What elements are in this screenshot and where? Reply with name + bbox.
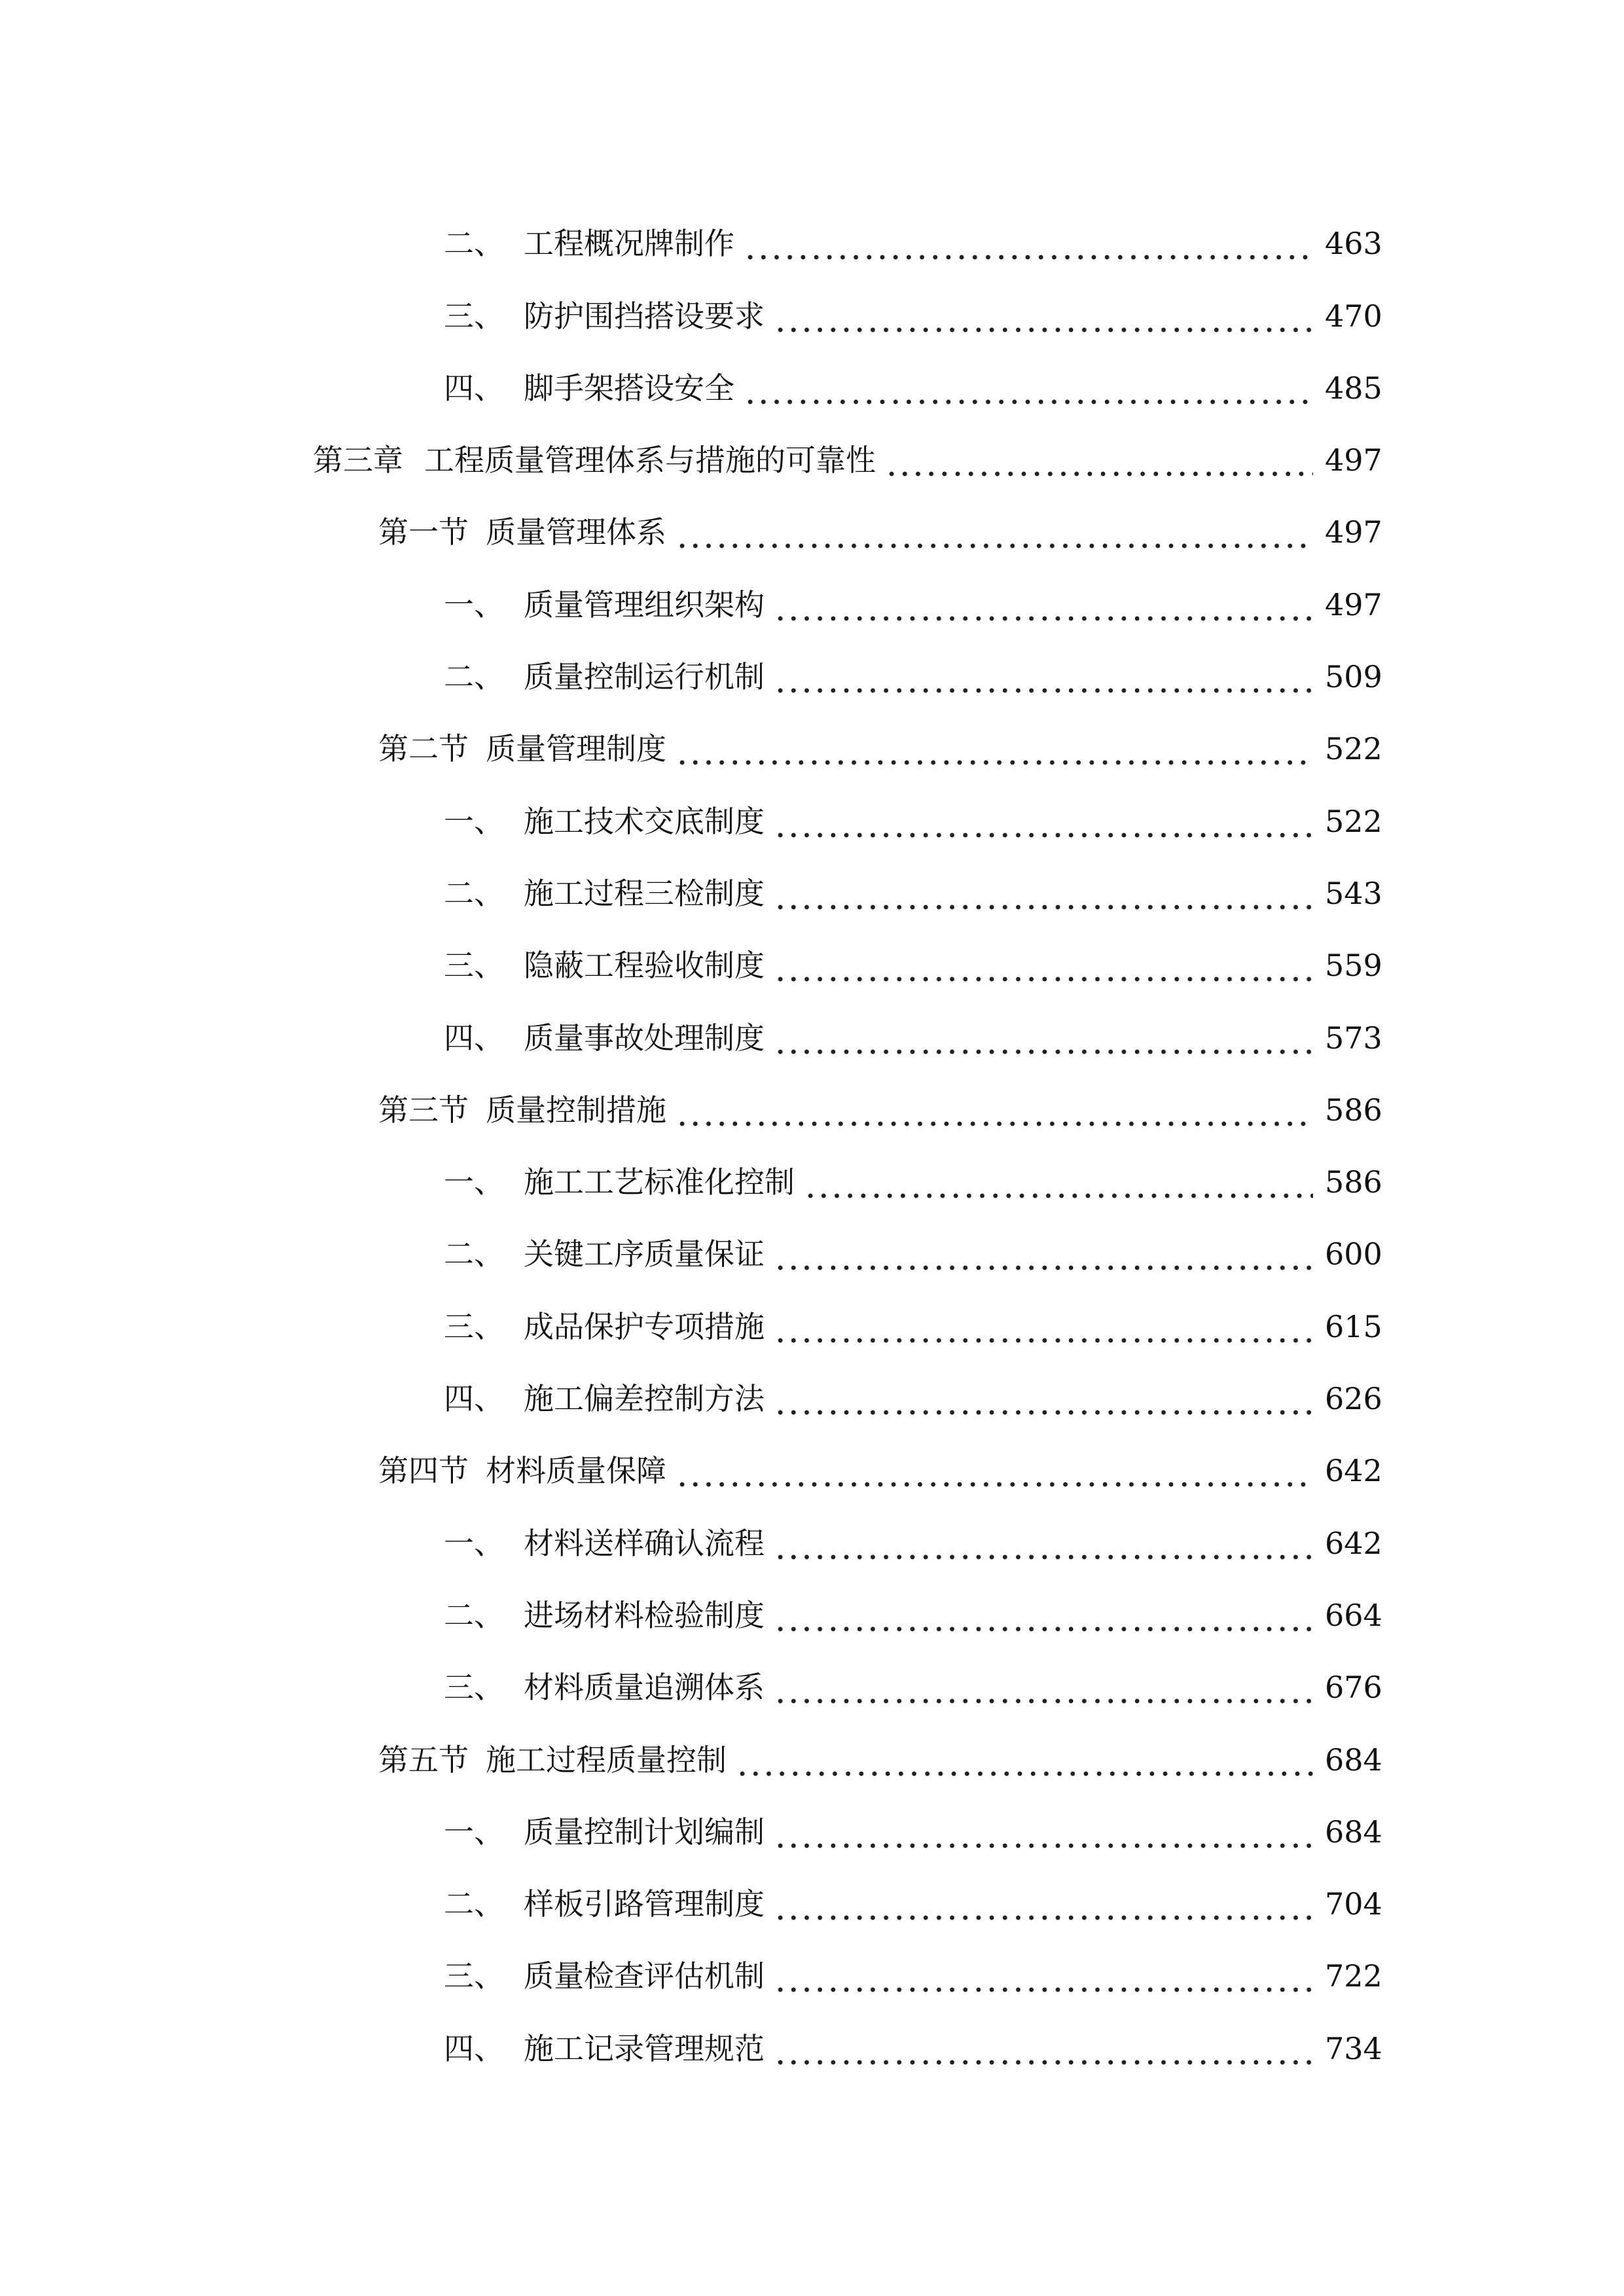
toc-entry-number: 三、 — [444, 1958, 504, 1994]
toc-entry-number: 二、 — [444, 226, 504, 262]
toc-entry-number: 第二节 — [378, 731, 469, 767]
toc-entry-number: 第一节 — [378, 514, 469, 550]
toc-entry-title: 施工过程三检制度 — [524, 875, 765, 911]
toc-entry-page: 684 — [1325, 1742, 1382, 1778]
toc-entry-page: 615 — [1325, 1308, 1382, 1344]
dot-leader — [774, 1308, 1313, 1345]
toc-entry-title: 质量控制运行机制 — [524, 659, 765, 695]
toc-entry[interactable] — [0, 840, 1382, 912]
dot-leader — [744, 225, 1313, 262]
toc-entry[interactable] — [0, 190, 1382, 262]
toc-entry-number: 一、 — [444, 586, 504, 622]
toc-entry[interactable] — [0, 623, 1382, 695]
toc-entry-page: 573 — [1325, 1020, 1382, 1056]
toc-entry-number: 第三章 — [313, 442, 403, 478]
toc-entry-page: 543 — [1325, 875, 1382, 911]
toc-entry-page: 642 — [1325, 1453, 1382, 1489]
dot-leader — [774, 1020, 1313, 1056]
toc-entry[interactable] — [0, 1489, 1382, 1561]
toc-entry-number: 二、 — [444, 1597, 504, 1633]
toc-entry-page: 586 — [1325, 1164, 1382, 1200]
toc-entry-number: 四、 — [444, 1381, 504, 1417]
toc-entry-page: 497 — [1325, 586, 1382, 622]
toc-entry-page: 642 — [1325, 1525, 1382, 1561]
toc-entry-title: 关键工序质量保证 — [524, 1236, 765, 1272]
toc-entry[interactable] — [0, 1562, 1382, 1634]
dot-leader — [774, 1380, 1313, 1417]
toc-entry-title: 隐蔽工程验收制度 — [524, 948, 765, 984]
dot-leader — [774, 875, 1313, 912]
dot-leader — [736, 1742, 1313, 1778]
toc-entry[interactable] — [0, 767, 1382, 839]
toc-entry[interactable] — [0, 1056, 1382, 1128]
toc-entry-title: 脚手架搭设安全 — [524, 370, 734, 406]
toc-entry-page: 664 — [1325, 1597, 1382, 1633]
toc-entry[interactable] — [0, 984, 1382, 1056]
toc-entry-page: 626 — [1325, 1381, 1382, 1417]
toc-entry-number: 三、 — [444, 1308, 504, 1344]
toc-entry-number: 第五节 — [378, 1742, 469, 1778]
toc-entry-page: 586 — [1325, 1092, 1382, 1128]
toc-entry[interactable] — [0, 1922, 1382, 1994]
dot-leader — [774, 658, 1313, 695]
toc-entry[interactable] — [0, 1850, 1382, 1922]
toc-entry-title: 质量管理体系 — [486, 514, 666, 550]
table-of-contents — [0, 190, 1624, 2067]
toc-entry[interactable] — [0, 550, 1382, 622]
toc-entry[interactable] — [0, 1778, 1382, 1850]
toc-entry-title: 施工偏差控制方法 — [524, 1381, 765, 1417]
toc-entry-page: 470 — [1325, 298, 1382, 334]
toc-entry-title: 材料质量保障 — [486, 1453, 666, 1489]
toc-entry-title: 施工技术交底制度 — [524, 803, 765, 839]
dot-leader — [804, 1164, 1313, 1200]
toc-entry-title: 质量检查评估机制 — [524, 1958, 765, 1994]
toc-entry-number: 二、 — [444, 1236, 504, 1272]
toc-entry-number: 四、 — [444, 2030, 504, 2066]
toc-entry[interactable] — [0, 478, 1382, 550]
toc-entry-title: 质量事故处理制度 — [524, 1020, 765, 1056]
toc-entry-number: 二、 — [444, 875, 504, 911]
dot-leader — [744, 370, 1313, 406]
toc-entry[interactable] — [0, 1994, 1382, 2066]
toc-entry-title: 施工记录管理规范 — [524, 2030, 765, 2066]
toc-entry-number: 一、 — [444, 1164, 504, 1200]
dot-leader — [774, 1525, 1313, 1562]
toc-entry-title: 工程质量管理体系与措施的可靠性 — [424, 442, 876, 478]
dot-leader — [774, 1958, 1313, 1994]
toc-entry-page: 497 — [1325, 514, 1382, 550]
toc-entry-number: 第四节 — [378, 1453, 469, 1489]
toc-entry-number: 一、 — [444, 803, 504, 839]
toc-entry-title: 材料质量追溯体系 — [524, 1670, 765, 1706]
toc-entry-page: 704 — [1325, 1886, 1382, 1922]
toc-entry-title: 质量管理制度 — [486, 731, 666, 767]
toc-entry-page: 559 — [1325, 948, 1382, 984]
toc-entry-title: 进场材料检验制度 — [524, 1597, 765, 1633]
dot-leader — [774, 803, 1313, 840]
toc-entry-title: 施工工艺标准化控制 — [524, 1164, 795, 1200]
dot-leader — [774, 1236, 1313, 1272]
toc-entry-page: 676 — [1325, 1670, 1382, 1706]
toc-entry-number: 一、 — [444, 1814, 504, 1850]
toc-entry[interactable] — [0, 1634, 1382, 1706]
toc-entry-number: 三、 — [444, 1670, 504, 1706]
toc-entry-title: 防护围挡搭设要求 — [524, 298, 765, 334]
dot-leader — [676, 730, 1313, 767]
toc-entry-number: 二、 — [444, 1886, 504, 1922]
toc-entry-number: 三、 — [444, 948, 504, 984]
toc-entry-number: 四、 — [444, 1020, 504, 1056]
toc-entry[interactable] — [0, 1345, 1382, 1417]
dot-leader — [885, 442, 1313, 478]
toc-entry-number: 二、 — [444, 659, 504, 695]
toc-entry-title: 质量管理组织架构 — [524, 586, 765, 622]
toc-entry-page: 497 — [1325, 442, 1382, 478]
toc-entry-number: 四、 — [444, 370, 504, 406]
toc-entry-page: 463 — [1325, 226, 1382, 262]
toc-entry-page: 509 — [1325, 659, 1382, 695]
toc-entry[interactable] — [0, 1200, 1382, 1272]
toc-entry-page: 600 — [1325, 1236, 1382, 1272]
toc-entry-number: 三、 — [444, 298, 504, 334]
dot-leader — [676, 1452, 1313, 1489]
toc-entry[interactable] — [0, 262, 1382, 334]
dot-leader — [774, 1597, 1313, 1634]
toc-entry-number: 一、 — [444, 1525, 504, 1561]
dot-leader — [774, 1886, 1313, 1922]
toc-entry-number: 第三节 — [378, 1092, 469, 1128]
dot-leader — [774, 2030, 1313, 2067]
toc-entry[interactable] — [0, 1128, 1382, 1200]
toc-entry-page: 522 — [1325, 803, 1382, 839]
dot-leader — [774, 947, 1313, 984]
toc-entry-title: 样板引路管理制度 — [524, 1886, 765, 1922]
toc-entry-page: 684 — [1325, 1814, 1382, 1850]
toc-entry[interactable] — [0, 406, 1382, 478]
toc-entry-page: 522 — [1325, 731, 1382, 767]
dot-leader — [676, 1092, 1313, 1128]
dot-leader — [774, 1814, 1313, 1850]
toc-entry[interactable] — [0, 695, 1382, 767]
toc-entry[interactable] — [0, 1706, 1382, 1778]
toc-entry-title: 工程概况牌制作 — [524, 226, 734, 262]
toc-entry[interactable] — [0, 334, 1382, 406]
toc-entry-page: 734 — [1325, 2030, 1382, 2066]
dot-leader — [774, 298, 1313, 334]
dot-leader — [774, 1669, 1313, 1706]
toc-entry-page: 722 — [1325, 1958, 1382, 1994]
toc-entry-title: 施工过程质量控制 — [486, 1742, 727, 1778]
toc-entry-page: 485 — [1325, 370, 1382, 406]
toc-entry[interactable] — [0, 1417, 1382, 1489]
toc-entry[interactable] — [0, 1272, 1382, 1344]
dot-leader — [676, 514, 1313, 550]
toc-entry-title: 成品保护专项措施 — [524, 1308, 765, 1344]
toc-entry-title: 质量控制措施 — [486, 1092, 666, 1128]
toc-entry-title: 材料送样确认流程 — [524, 1525, 765, 1561]
dot-leader — [774, 586, 1313, 623]
toc-entry-title: 质量控制计划编制 — [524, 1814, 765, 1850]
toc-entry[interactable] — [0, 912, 1382, 984]
